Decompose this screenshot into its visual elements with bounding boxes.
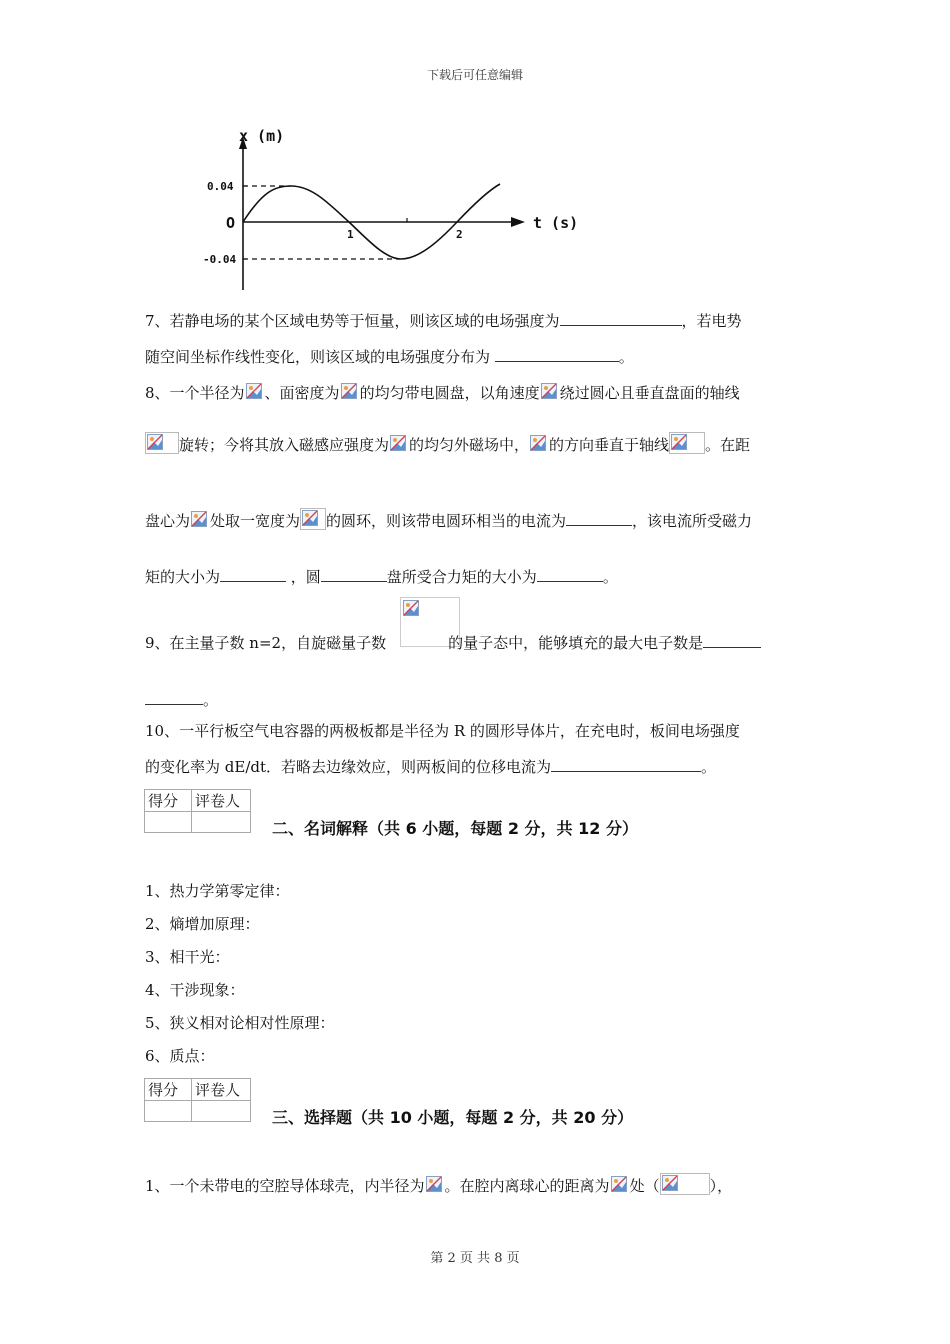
q10-blank: [551, 757, 701, 772]
q9-line-2: 。: [145, 690, 218, 710]
x-axis-label: t (s): [533, 214, 579, 232]
q8-blank-torque: [220, 567, 286, 582]
broken-image-icon: [660, 1173, 710, 1195]
origin-label: O: [226, 214, 236, 232]
q9-blank-part1: [703, 633, 761, 648]
broken-image-icon: [402, 599, 422, 619]
q8-blank-circle: [321, 567, 387, 582]
grader-cell: [192, 812, 251, 833]
score-header: 得分: [145, 1079, 192, 1101]
section-2-item: 1、热力学第零定律：: [145, 882, 290, 900]
section-2-item: 6、质点：: [145, 1047, 215, 1065]
q10-line-2: 的变化率为 dE/dt．若略去边缘效应，则两板间的位移电流为 。: [145, 758, 717, 776]
displacement-time-graph: [195, 125, 595, 295]
broken-image-icon: [145, 432, 179, 454]
broken-image-icon: [245, 382, 265, 402]
broken-image-icon: [340, 382, 360, 402]
q7-line-1: 7、若静电场的某个区域电势等于恒量，则该区域的电场强度为 ，若电势: [145, 312, 742, 330]
x-tick-2-label: 2: [456, 228, 463, 241]
q9-blank-part2: [145, 690, 203, 705]
broken-image-icon: [190, 510, 210, 530]
section-2-item: 4、干涉现象：: [145, 981, 245, 999]
q8-line-2: 旋转；今将其放入磁感应强度为 的均匀外磁场中， 的方向垂直于轴线 。在距: [145, 432, 750, 455]
section-2-title: 二、名词解释（共 6 小题，每题 2 分，共 12 分）: [272, 819, 638, 838]
q7-blank-2: [495, 347, 619, 362]
q8-blank-total-torque: [537, 567, 603, 582]
page-header-note: 下载后可任意编辑: [426, 68, 523, 82]
score-cell: [145, 812, 192, 833]
broken-image-icon: [529, 434, 549, 454]
q10-line-1: 10、一平行板空气电容器的两极板都是半径为 R 的圆形导体片，在充电时，板间电场强度: [145, 722, 740, 740]
broken-image-icon: [425, 1175, 445, 1195]
section-3-q1-line: 1、一个未带电的空腔导体球壳，内半径为 。在腔内离球心的距离为 处（ ），: [145, 1173, 732, 1196]
y-axis-label: x (m): [239, 127, 285, 145]
x-axis-arrow: [511, 217, 525, 227]
q7-line-2: 随空间坐标作线性变化，则该区域的电场强度分布为 。: [145, 348, 634, 366]
broken-image-icon: [300, 508, 326, 530]
section-2-item: 5、狭义相对论相对性原理：: [145, 1014, 335, 1032]
grader-header: 评卷人: [192, 1079, 251, 1101]
grader-header: 评卷人: [192, 790, 251, 812]
q8-line-1: 8、一个半径为 、面密度为 的均匀带电圆盘，以角速度 绕过圆心且垂直盘面的轴线: [145, 384, 740, 402]
q8-blank-current: [566, 511, 632, 526]
q9-line-1: 9、在主量子数 n=2，自旋磁量子数 的量子态中，能够填充的最大电子数是: [145, 633, 761, 653]
x-tick-1-label: 1: [347, 228, 354, 241]
page-footer: 第 2 页 共 8 页: [430, 1251, 520, 1266]
y-tick-pos-label: 0.04: [207, 180, 234, 193]
section-2-item: 3、相干光：: [145, 948, 230, 966]
broken-image-icon: [389, 434, 409, 454]
broken-image-icon: [610, 1175, 630, 1195]
q7-blank-1: [560, 311, 682, 326]
y-tick-neg-label: -0.04: [203, 253, 237, 266]
q8-line-4: 矩的大小为 ，圆 盘所受合力矩的大小为 。: [145, 568, 618, 586]
score-header: 得分: [145, 790, 192, 812]
score-table-section-2: [144, 789, 251, 833]
broken-image-icon: [540, 382, 560, 402]
score-table-section-3: [144, 1078, 251, 1122]
section-2-item: 2、熵增加原理：: [145, 915, 260, 933]
q8-line-3: 盘心为 处取一宽度为 的圆环，则该带电圆环相当的电流为 ，该电流所受磁力: [145, 508, 752, 531]
broken-image-icon: [669, 432, 705, 454]
grader-cell: [192, 1101, 251, 1122]
section-3-title: 三、选择题（共 10 小题，每题 2 分，共 20 分）: [272, 1108, 634, 1127]
score-cell: [145, 1101, 192, 1122]
